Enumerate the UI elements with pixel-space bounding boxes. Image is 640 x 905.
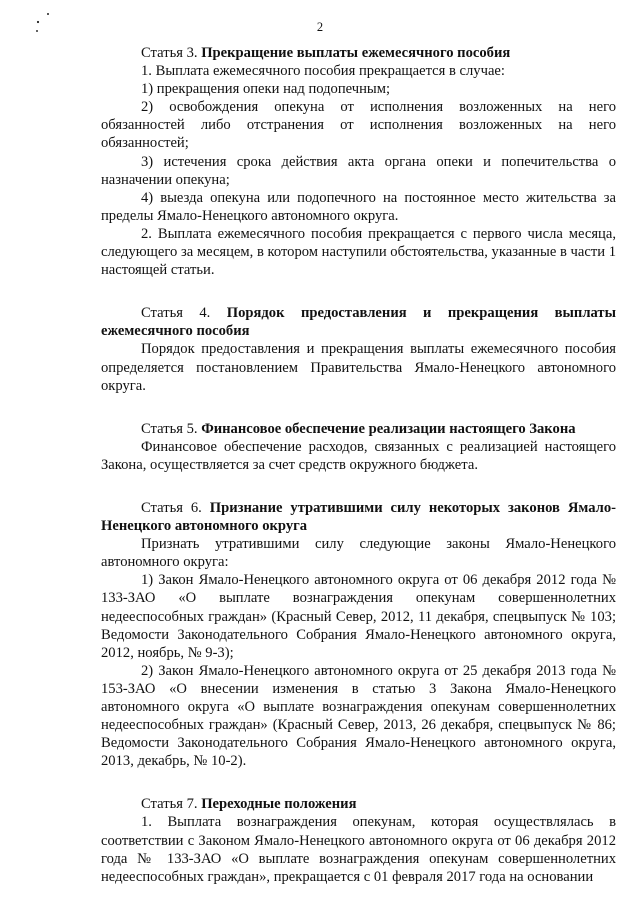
- article-title: Признание утратившими силу некоторых законов Ямало-Ненецкого автономного округа: [101, 499, 616, 535]
- article-label: Статья 3.: [141, 45, 198, 61]
- document-body: [101, 44, 616, 886]
- article-title: Прекращение выплаты ежемесячного пособия: [201, 45, 511, 61]
- article-3: [101, 44, 616, 279]
- paragraph: 1) Закон Ямало-Ненецкого автономного округа от 06 декабря 2012 года № 133-ЗАО «О выплате вознаграждения опекунам совершеннолетних недееспособных граждан» (Красный Север, 2012, 11 декабря, спецвыпуск № 103; Ведомости Законодательного Собрания Ямало-Ненецкого автономного округа, 2012, ноябрь, № 9-3);: [101, 572, 616, 661]
- article-4: [101, 304, 616, 394]
- article-label: Статья 5.: [141, 420, 198, 437]
- article-heading: [101, 420, 616, 438]
- article-label: Статья 7.: [141, 796, 198, 813]
- article-heading: [101, 304, 616, 340]
- paragraph: 1. Выплата ежемесячного пособия прекращается в случае:: [141, 63, 505, 80]
- paragraph: 1. Выплата вознаграждения опекунам, которая осуществлялась в соответствии с Законом Ямало-Ненецкого автономного округа от 06 декабря 2012 года № 133-ЗАО «О выплате вознаграждения опекунам совершеннолетних недееспособных граждан», прекращается с 01 февраля 2017 года на основании: [101, 814, 616, 885]
- article-title: Порядок предоставления и прекращения выплаты ежемесячного пособия: [101, 305, 616, 340]
- paragraph: Признать утратившими силу следующие законы Ямало-Ненецкого автономного округа:: [101, 536, 616, 571]
- paragraph: Финансовое обеспечение расходов, связанных с реализацией настоящего Закона, осуществляется за счет средств окружного бюджета.: [101, 438, 616, 473]
- paragraph: 4) выезда опекуна или подопечного на постоянное место жительства за пределы Ямало-Ненецкого автономного округа.: [101, 189, 616, 224]
- article-heading: [101, 44, 616, 62]
- article-7: [101, 795, 616, 885]
- paragraph: 1) прекращения опеки над подопечным;: [141, 81, 391, 98]
- page-number: 2: [316, 20, 324, 34]
- article-label: Статья 4.: [141, 305, 211, 322]
- article-heading: [101, 795, 616, 813]
- paragraph: 2. Выплата ежемесячного пособия прекращается с первого числа месяца, следующего за месяцем, в котором наступили обстоятельства, указанные в части 1 настоящей статьи.: [101, 225, 616, 279]
- paragraph: 2) освобождения опекуна от исполнения возложенных на него обязанностей либо отстранения от исполнения возложенных на него обязанностей;: [101, 99, 616, 152]
- article-5: [101, 420, 616, 474]
- paragraph: Порядок предоставления и прекращения выплаты ежемесячного пособия определяется постановлением Правительства Ямало-Ненецкого автономного округа.: [101, 341, 616, 394]
- article-label: Статья 6.: [141, 499, 202, 516]
- article-title: Переходные положения: [201, 796, 357, 813]
- article-title: Финансовое обеспечение реализации настоящего Закона: [201, 420, 576, 437]
- paragraph: 2) Закон Ямало-Ненецкого автономного округа от 25 декабря 2013 года № 153-ЗАО «О внесении изменения в статью 3 Закона Ямало-Ненецкого автономного округа «О выплате вознаграждения опекунам совершеннолетних недееспособных граждан» (Красный Север, 2013, 26 декабря, спецвыпуск № 86; Ведомости Законодательного Собрания Ямало-Ненецкого автономного округа, 2013, декабрь, № 10-2).: [101, 662, 616, 770]
- article-6: [101, 499, 616, 770]
- article-heading: [101, 499, 616, 535]
- paragraph: 3) истечения срока действия акта органа опеки и попечительства о назначении опекуна;: [101, 153, 616, 188]
